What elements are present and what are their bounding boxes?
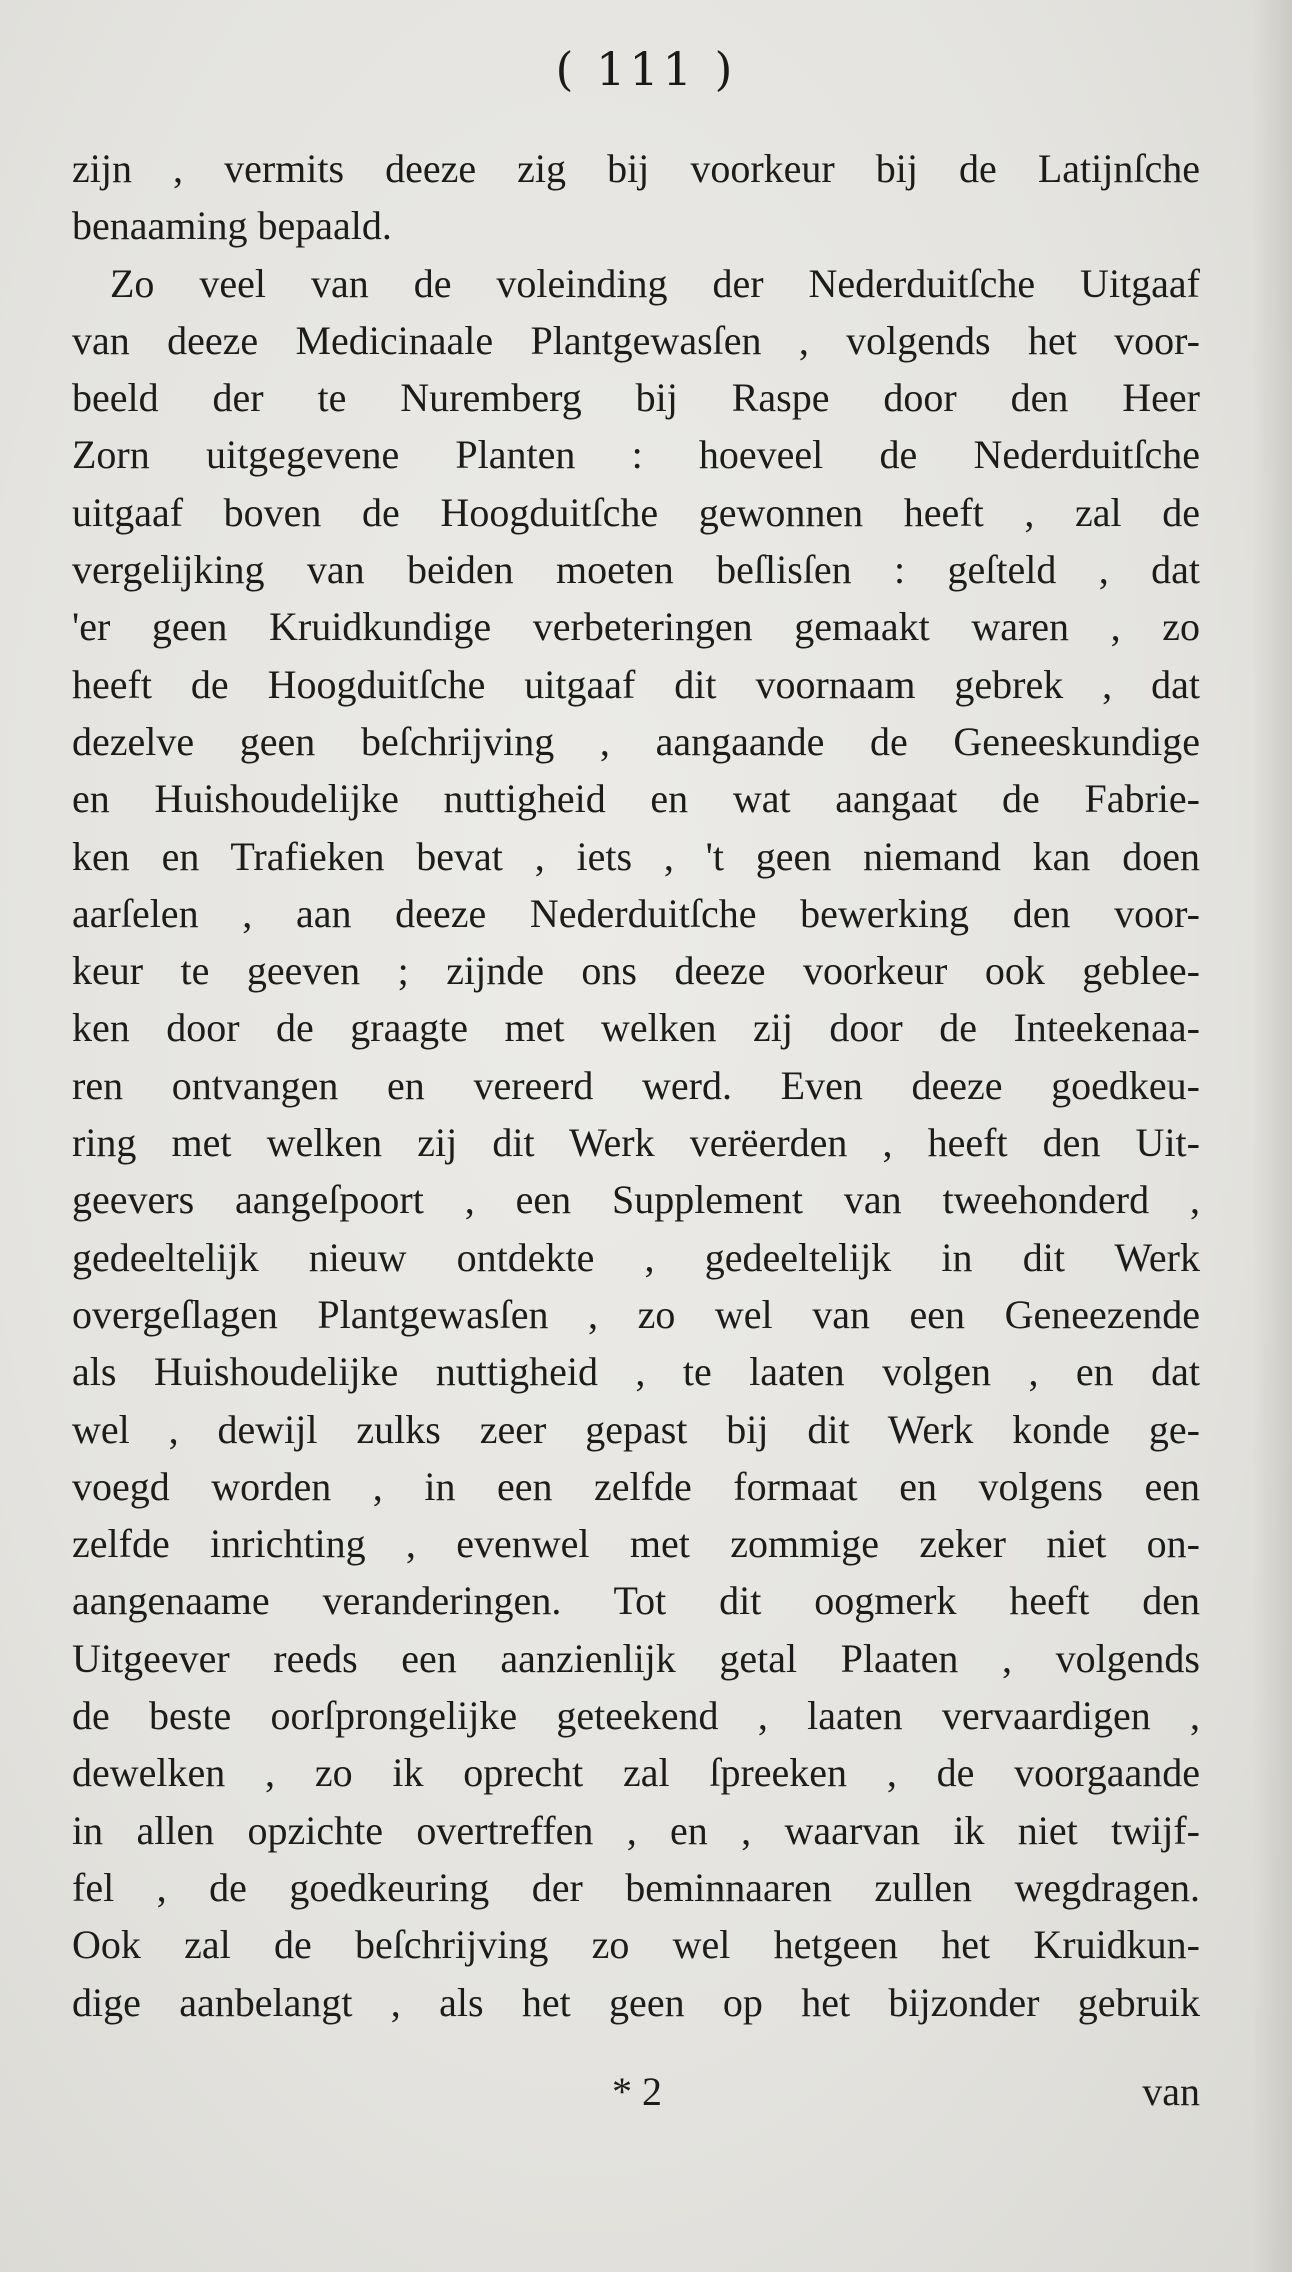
text-line: beeld der te Nuremberg bij Raspe door den Heer [72, 375, 1200, 421]
text-line: benaaming bepaald. [72, 203, 392, 249]
text-line: Uitgeever reeds een aanzienlijk getal Plaaten , volgends [72, 1635, 1200, 1681]
text-line: in allen opzichte overtreffen , en , waarvan ik niet twijf- [72, 1807, 1200, 1853]
text-line: voegd worden , in een zelfde formaat en volgens een [72, 1463, 1200, 1509]
text-line: ring met welken zij dit Werk verëerden , heeft den Uit- [72, 1120, 1200, 1166]
text-line: fel , de goedkeuring der beminnaaren zullen wegdragen. [72, 1864, 1200, 1910]
text-line: Ook zal de beſchrijving zo wel hetgeen het Kruidkun- [72, 1922, 1200, 1968]
text-line: aangenaame veranderingen. Tot dit oogmerk heeft den [72, 1578, 1200, 1624]
text-line: ren ontvangen en vereerd werd. Even deeze goedkeu- [72, 1062, 1200, 1108]
page-number-header: ( 111 ) [555, 42, 737, 96]
text-line: aarſelen , aan deeze Nederduitſche bewerking den voor- [72, 890, 1200, 936]
text-line: keur te geeven ; zijnde ons deeze voorkeur ook geblee- [72, 948, 1200, 994]
signature-mark: * 2 [612, 2069, 662, 2114]
text-line: Zo veel van de voleinding der Nederduitſche Uitgaaf [110, 260, 1200, 306]
text-line: Zorn uitgegevene Planten : hoeveel de Nederduitſche [72, 432, 1200, 478]
text-line: als Huishoudelijke nuttigheid , te laaten volgen , en dat [72, 1349, 1200, 1395]
text-line: dige aanbelangt , als het geen op het bijzonder gebruik [72, 1979, 1200, 2025]
text-line: uitgaaf boven de Hoogduitſche gewonnen heeft , zal de [72, 489, 1200, 535]
text-line: ken door de graagte met welken zij door de Inteekenaa- [72, 1005, 1200, 1051]
text-line: ken en Trafieken bevat , iets , 't geen niemand kan doen [72, 833, 1200, 879]
text-line: de beste oorſprongelijke geteekend , laaten vervaardigen , [72, 1693, 1200, 1739]
text-line: overgeſlagen Plantgewasſen , zo wel van een Geneezende [72, 1291, 1200, 1337]
text-line: wel , dewijl zulks zeer gepast bij dit Werk konde ge- [72, 1406, 1200, 1452]
text-line: en Huishoudelijke nuttigheid en wat aangaat de Fabrie- [72, 776, 1200, 822]
text-line: zelfde inrichting , evenwel met zommige zeker niet on- [72, 1521, 1200, 1567]
text-line: 'er geen Kruidkundige verbeteringen gemaakt waren , zo [72, 604, 1200, 650]
text-line: van deeze Medicinaale Plantgewasſen , volgends het voor- [72, 317, 1200, 363]
text-line: gedeeltelijk nieuw ontdekte , gedeeltelijk in dit Werk [72, 1234, 1200, 1280]
body-text [72, 140, 1200, 2031]
text-line: zijn , vermits deeze zig bij voorkeur bij de Latijnſche [72, 146, 1200, 191]
text-line: geevers aangeſpoort , een Supplement van tweehonderd , [72, 1177, 1200, 1223]
text-line: dewelken , zo ik oprecht zal ſpreeken , de voorgaande [72, 1750, 1200, 1796]
catchword: van [1142, 2069, 1200, 2114]
text-line: vergelijking van beiden moeten beſlisſen : geſteld , dat [72, 547, 1200, 593]
text-line: dezelve geen beſchrijving , aangaande de Geneeskundige [72, 718, 1200, 764]
page-footer [72, 2068, 1200, 2128]
text-line: heeft de Hoogduitſche uitgaaf dit voornaam gebrek , dat [72, 661, 1200, 707]
